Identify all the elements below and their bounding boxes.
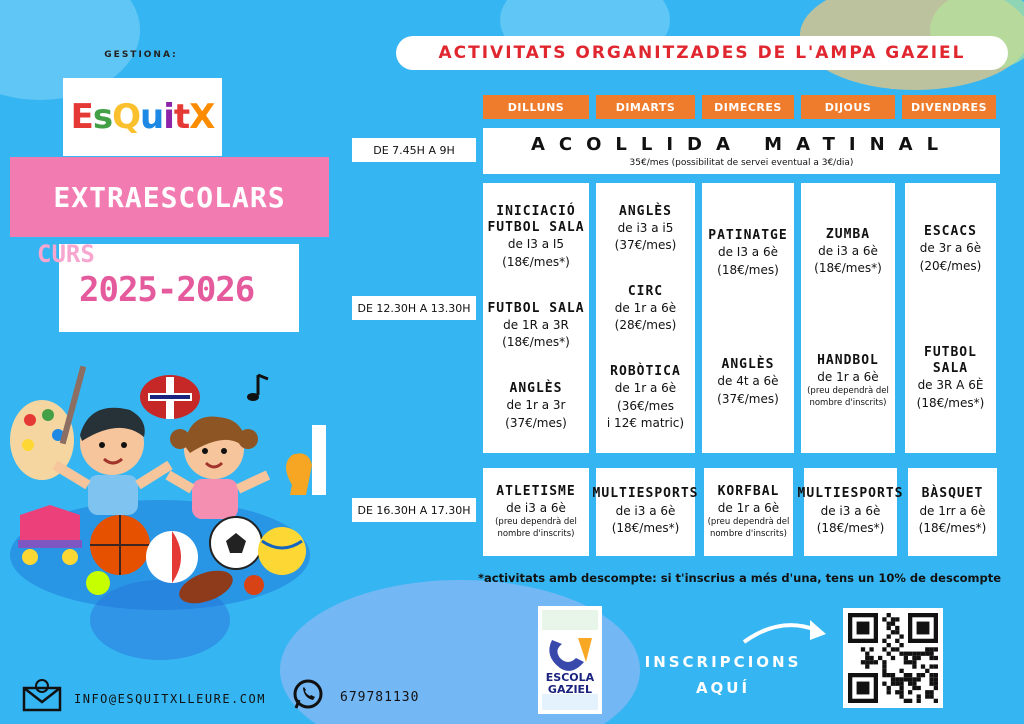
- logo-letter: t: [173, 97, 190, 137]
- school-logo: [538, 606, 602, 714]
- day-header-wednesday: DIMECRES: [702, 95, 794, 119]
- contact-email[interactable]: INFO@ESQUITXLLEURE.COM: [74, 692, 266, 706]
- school-logo-graphic: [538, 606, 602, 714]
- page-title: ACTIVITATS ORGANITZADES DE L'AMPA GAZIEL: [438, 43, 966, 63]
- school-name-line2: GAZIEL: [547, 682, 593, 696]
- activity-item: [495, 484, 577, 541]
- activity-name: FUTBOL SALA: [487, 300, 585, 316]
- activity-item: [798, 486, 904, 537]
- activity-item: [615, 284, 677, 335]
- activity-detail: de 1r a 3r (37€/mes): [505, 398, 567, 430]
- day-header-friday: DIVENDRES: [902, 95, 996, 119]
- slot-afternoon: DE 16.30H A 17.30H: [352, 498, 476, 522]
- activity-detail: de 3r a 6è (20€/mes): [919, 241, 982, 273]
- activity-name: ROBÒTICA: [610, 363, 681, 379]
- logo-letters: [71, 97, 215, 137]
- activity-name: BÀSQUET: [921, 486, 984, 502]
- logo-letter: Q: [112, 97, 141, 137]
- slot-midday: DE 12.30H A 13.30H: [352, 296, 476, 320]
- activity-note: (preu dependrà del nombre d'inscrits): [495, 517, 577, 539]
- activity-item: [593, 486, 699, 537]
- year-banner: [37, 240, 299, 332]
- activity-item: [708, 228, 787, 279]
- activity-name: MULTIESPORTS: [592, 486, 699, 502]
- year-text: 2025-2026: [79, 270, 255, 310]
- activity-detail: de 1r a 6è: [717, 500, 780, 515]
- day-header-thursday: DIJOUS: [801, 95, 895, 119]
- palette-icon: [10, 366, 86, 480]
- activity-detail: de 1rr a 6è (18€/mes*): [918, 503, 987, 536]
- midday-card-dijous: [801, 183, 895, 453]
- afternoon-card-dilluns: [483, 468, 589, 556]
- activity-detail: de i3 a 6è (18€/mes*): [611, 503, 680, 536]
- acollida-title: ACOLLIDA MATINAL: [530, 134, 953, 155]
- activity-item: [487, 204, 584, 271]
- logo-letter: E: [70, 97, 93, 137]
- logo-letter: s: [92, 97, 113, 137]
- day-header-monday: DILLUNS: [483, 95, 589, 119]
- qr-code[interactable]: [843, 608, 943, 708]
- activity-item: [607, 364, 684, 432]
- qr-code-icon: [848, 613, 938, 703]
- activity-item: [814, 227, 882, 278]
- inscripcions-link[interactable]: [618, 650, 828, 701]
- afternoon-card-dimarts: [592, 468, 699, 556]
- slot-morning: DE 7.45H A 9H: [352, 138, 476, 162]
- activity-item: [487, 301, 584, 352]
- activity-detail: de i3 a 6è (18€/mes*): [816, 503, 885, 536]
- discount-footnote: *activitats amb descompte: si t'inscrius a més d'una, tens un 10% de descompte: [478, 571, 1002, 585]
- activity-item: [717, 357, 779, 408]
- activity-name: ANGLÈS: [509, 381, 563, 397]
- activity-item: [615, 204, 677, 255]
- title-banner: [396, 36, 1008, 70]
- logo-text: [71, 97, 215, 137]
- program-title: EXTRAESCOLARS: [53, 180, 286, 214]
- activity-detail: de 3R A 6È (18€/mes*): [916, 378, 985, 410]
- logo-letter: u: [140, 97, 164, 137]
- afternoon-card-divendres: [908, 468, 997, 556]
- activity-name: HANDBOL: [817, 352, 879, 368]
- music-note-icon: [247, 375, 268, 401]
- activity-item: [505, 381, 567, 432]
- activity-item: [917, 345, 985, 412]
- activity-note: (preu dependrà del nombre d'inscrits): [807, 386, 889, 408]
- midday-card-dimecres: [702, 183, 794, 453]
- activity-detail: de 1r a 6è (28€/mes): [614, 301, 677, 333]
- activity-item: [708, 484, 790, 541]
- day-header-tuesday: DIMARTS: [596, 95, 695, 119]
- activity-detail: de 4t a 6è (37€/mes): [717, 374, 779, 406]
- activity-item: [919, 486, 987, 537]
- activity-name: FUTBOL SALA: [924, 344, 977, 377]
- english-flag-icon: [140, 375, 200, 419]
- activity-name: KORFBAL: [717, 483, 780, 499]
- boy-figure: [55, 408, 170, 515]
- afternoon-card-dijous: [797, 468, 904, 556]
- activity-name: ANGLÈS: [619, 203, 672, 219]
- afternoon-card-dimecres: [704, 468, 793, 556]
- activity-name: ATLETISME: [496, 483, 576, 499]
- activity-note: (preu dependrà del nombre d'inscrits): [707, 517, 790, 539]
- logo-letter: i: [163, 97, 174, 137]
- activity-name: CIRC: [627, 283, 664, 299]
- midday-card-dilluns: [483, 183, 589, 453]
- esquitx-logo: [63, 78, 222, 156]
- activity-detail: de i3 a 6è (18€/mes*): [814, 243, 882, 276]
- activity-name: ESCACS: [924, 223, 977, 239]
- acollida-matinal-card: [483, 128, 1000, 174]
- activity-detail: de I3 a I5 (18€/mes*): [502, 237, 570, 269]
- activity-item: [920, 224, 982, 275]
- activity-name: PATINATGE: [708, 227, 788, 243]
- kids-illustration: [0, 345, 330, 625]
- activity-detail: de i3 a 6è: [506, 500, 566, 515]
- activity-detail: de I3 a 6è (18€/mes): [717, 245, 779, 277]
- program-banner: [10, 157, 329, 237]
- inscripcions-text: INSCRIPCIONS AQUÍ: [644, 653, 802, 697]
- logo-letter: X: [189, 97, 215, 137]
- whatsapp-icon: [292, 678, 324, 710]
- gestiona-label: GESTIONA:: [104, 50, 178, 60]
- activity-detail: de 1r a 6è: [817, 370, 879, 385]
- activity-name: ZUMBA: [825, 226, 871, 242]
- school-name-line1: ESCOLA: [545, 671, 595, 684]
- activity-name: MULTIESPORTS: [797, 486, 904, 502]
- contact-phone[interactable]: 679781130: [340, 690, 420, 705]
- volleyball-icon: [258, 527, 306, 575]
- midday-card-divendres: [905, 183, 996, 453]
- activity-name: ANGLÈS: [721, 356, 775, 372]
- activity-detail: de 1R a 3R (18€/mes*): [502, 317, 570, 350]
- activity-detail: de i3 a i5 (37€/mes): [614, 220, 677, 253]
- email-icon: [22, 678, 62, 712]
- activity-name: INICIACIÓ FUTBOL SALA: [487, 203, 585, 236]
- activity-detail: de 1r a 6è (36€/mes i 12€ matric): [606, 381, 685, 431]
- arrow-icon: [740, 612, 830, 648]
- midday-card-dimarts: [596, 183, 695, 453]
- acollida-subtitle: 35€/mes (possibilitat de servei eventual a 3€/dia): [629, 158, 854, 168]
- activity-item: [807, 353, 889, 410]
- curs-label: CURS: [37, 240, 95, 268]
- chess-knight-icon: [286, 425, 326, 495]
